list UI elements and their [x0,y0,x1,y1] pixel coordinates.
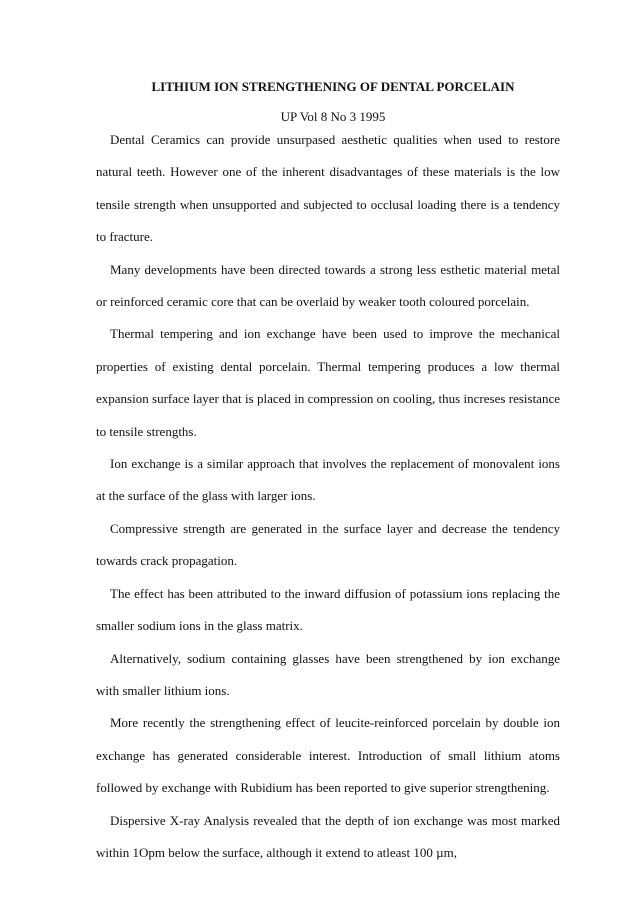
paragraph-5: Compressive strength are generated in the surface layer and decrease the tendency towards crack propagation. [96,520,560,569]
paragraph-2: Many developments have been directed towards a strong less esthetic material metal or reinforced ceramic core that can be overlaid by weaker tooth coloured porcelain. [96,261,560,310]
paragraph-3: Thermal tempering and ion exchange have been used to improve the mechanical properties of existing dental porcelain. Thermal tempering produces a low thermal expansion surface layer that is placed in compression on cooling, thus increses resistance to tensile strengths. [96,326,560,439]
paragraph-6: The effect has been attributed to the inward diffusion of potassium ions replacing the smaller sodium ions in the glass matrix. [96,585,560,634]
paragraph-1: Dental Ceramics can provide unsurpased aesthetic qualities when used to restore natural teeth. However one of the inherent disadvantages of these materials is the low tensile strength when unsupported and subjected to occlusal loading there is a tendency to fracture. [96,132,560,245]
document-subtitle: UP Vol 8 No 3 1995 [280,109,386,124]
document-body [96,124,560,869]
paragraph-9: Dispersive X-ray Analysis revealed that the depth of ion exchange was most marked within 1Opm below the surface, although it extend to atleast 100 µm, [96,812,560,860]
paragraph-7: Alternatively, sodium containing glasses have been strengthened by ion exchange with smaller lithium ions. [96,650,560,698]
paragraph-8: More recently the strengthening effect of leucite-reinforced porcelain by double ion exchange has generated considerable interest. Introduction of small lithium atoms followed by exchange with Rubidium has been reported to give superior strengthening. [96,715,560,796]
paragraph-4: Ion exchange is a similar approach that involves the replacement of monovalent ions at the surface of the glass with larger ions. [96,456,560,504]
document-title: LITHIUM ION STRENGTHENING OF DENTAL PORCELAIN [151,79,515,94]
